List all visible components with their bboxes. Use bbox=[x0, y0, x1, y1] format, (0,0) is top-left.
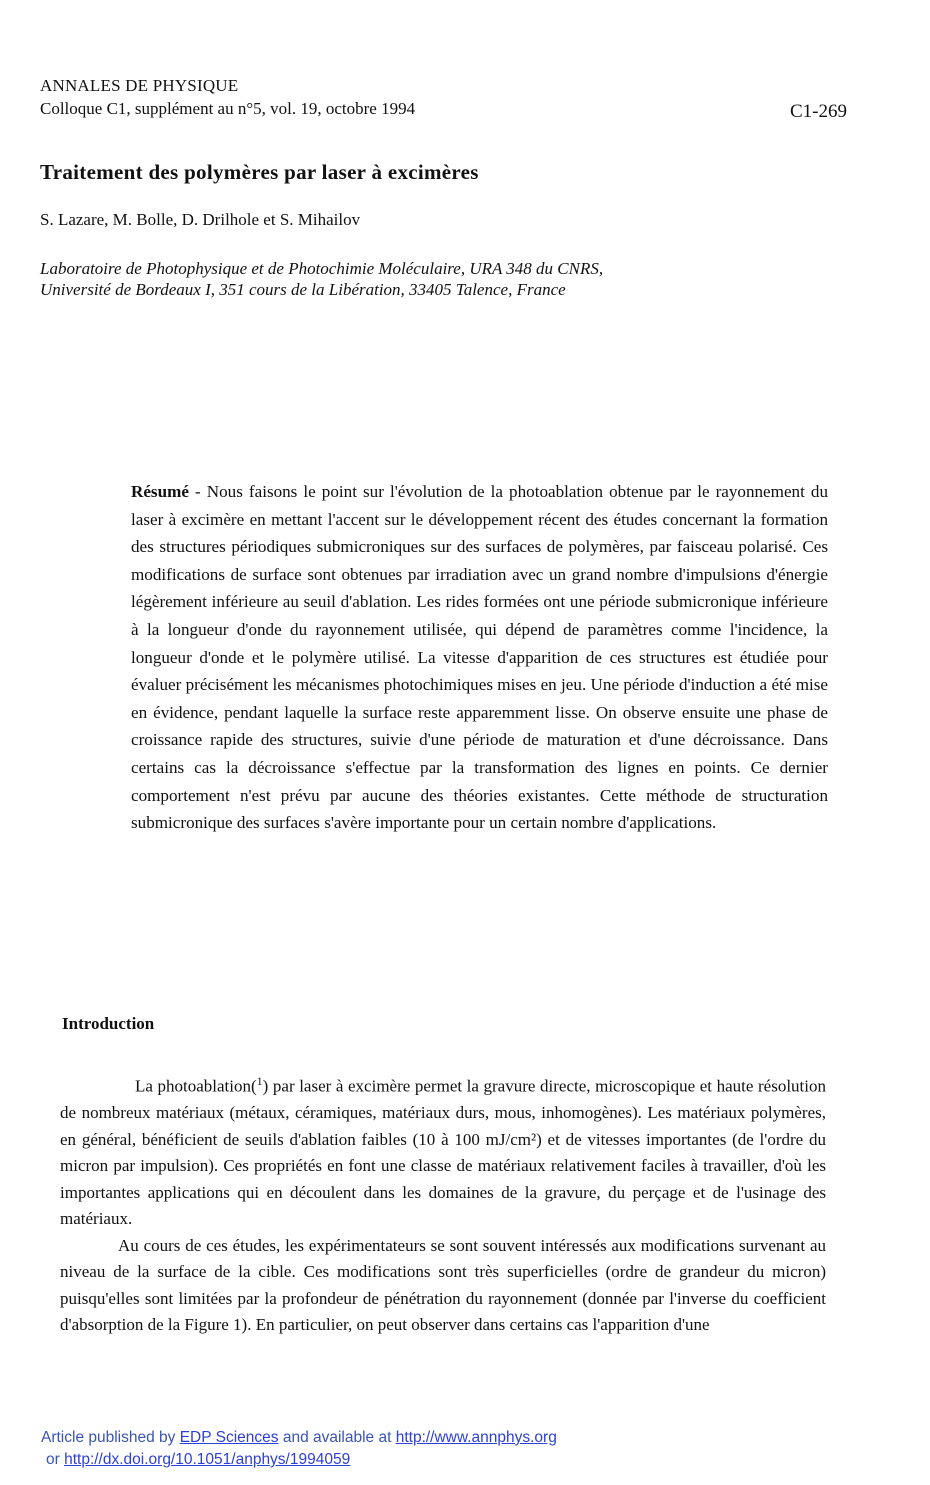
paragraph-text: ) par laser à excimère permet la gravure directe, microscopique et haute résolution de nombreux matériaux (métaux, céramiques, matériaux durs, mous, inhomogènes). Les matériaux polymères, en général, bénéficient de seuils d'ablation faibles (10 à 100 mJ/cm²) et de vitesses importantes (de l'ordre du micron par impulsion). Ces propriétés en font une classe de matériaux relativement faciles à travailler, d'où les importantes applications qui en découlent dans les domaines de la gravure, du perçage et de l'usinage des matériaux. bbox=[60, 1076, 827, 1229]
affiliation bbox=[40, 258, 840, 300]
section-heading-introduction: Introduction bbox=[62, 1014, 155, 1033]
journal-name: ANNALES DE PHYSIQUE bbox=[40, 76, 239, 95]
abstract-text: - Nous faisons le point sur l'évolution de la photoablation obtenue par le rayonnement du laser à excimère en mettant l'accent sur le développement récent des études concernant la formation des structures périodiques submicroniques sur des surfaces de polymères, par faisceau polarisé. Ces modifications de surface sont obtenues par irradiation avec un grand nombre d'impulsions d'énergie légèrement inférieure au seuil d'ablation. Les rides formées ont une période submicronique inférieure à la longueur d'onde du rayonnement utilisée, qui dépend de paramètres comme l'incidence, la longueur d'onde et le polymère utilisé. La vitesse d'apparition de ces structures est étudiée pour évaluer précisément les mécanismes photochimiques mises en jeu. Une période d'induction a été mise en évidence, pendant laquelle la surface reste apparemment lisse. On observe ensuite une phase de croissance rapide des structures, suivie d'une période de maturation et d'une décroissance. Dans certains cas la décroissance s'effectue par la transformation des lignes en points. Ce dernier comportement n'est prévu par aucune des théories existantes. Cette méthode de structuration submicronique des surfaces s'avère importante pour un certain nombre d'applications. bbox=[131, 482, 828, 833]
paper-title: Traitement des polymères par laser à excimères bbox=[40, 160, 479, 184]
citation-reference[interactable]: 1 bbox=[256, 1074, 263, 1088]
affiliation-line-2: Université de Bordeaux I, 351 cours de la Libération, 33405 Talence, France bbox=[40, 280, 566, 299]
publication-footer bbox=[41, 1427, 557, 1471]
footer-text: or bbox=[46, 1451, 65, 1468]
page-number: C1-269 bbox=[790, 101, 847, 122]
journal-issue-info: Colloque C1, supplément au n°5, vol. 19, octobre 1994 bbox=[40, 99, 416, 118]
footer-line-1 bbox=[41, 1427, 557, 1449]
affiliation-line-1: Laboratoire de Photophysique et de Photochimie Moléculaire, URA 348 du CNRS, bbox=[40, 259, 604, 278]
abstract bbox=[131, 478, 828, 837]
publisher-link[interactable]: EDP Sciences bbox=[179, 1429, 279, 1446]
footer-text: and available at bbox=[278, 1429, 396, 1446]
footer-line-2 bbox=[41, 1449, 557, 1471]
paragraph-text: La photoablation( bbox=[135, 1076, 257, 1096]
introduction-paragraph-1 bbox=[60, 1068, 826, 1233]
footer-text: Article published by bbox=[41, 1429, 180, 1446]
doi-link[interactable]: http://dx.doi.org/10.1051/anphys/1994059 bbox=[64, 1451, 351, 1468]
abstract-label: Résumé bbox=[131, 482, 189, 501]
introduction-paragraph-2: Au cours de ces études, les expérimentateurs se sont souvent intéressés aux modifications survenant au niveau de la surface de la cible. Ces modifications sont très superficielles (ordre de grandeur du micron) puisqu'elles sont limitées par la profondeur de pénétration du rayonnement (donnée par l'inverse du coefficient d'absorption de la Figure 1). En particulier, on peut observer dans certains cas l'apparition d'une bbox=[60, 1235, 826, 1335]
author-list: S. Lazare, M. Bolle, D. Drilhole et S. Mihailov bbox=[40, 210, 361, 229]
journal-site-link[interactable]: http://www.annphys.org bbox=[395, 1429, 557, 1446]
introduction-body bbox=[60, 1068, 826, 1339]
